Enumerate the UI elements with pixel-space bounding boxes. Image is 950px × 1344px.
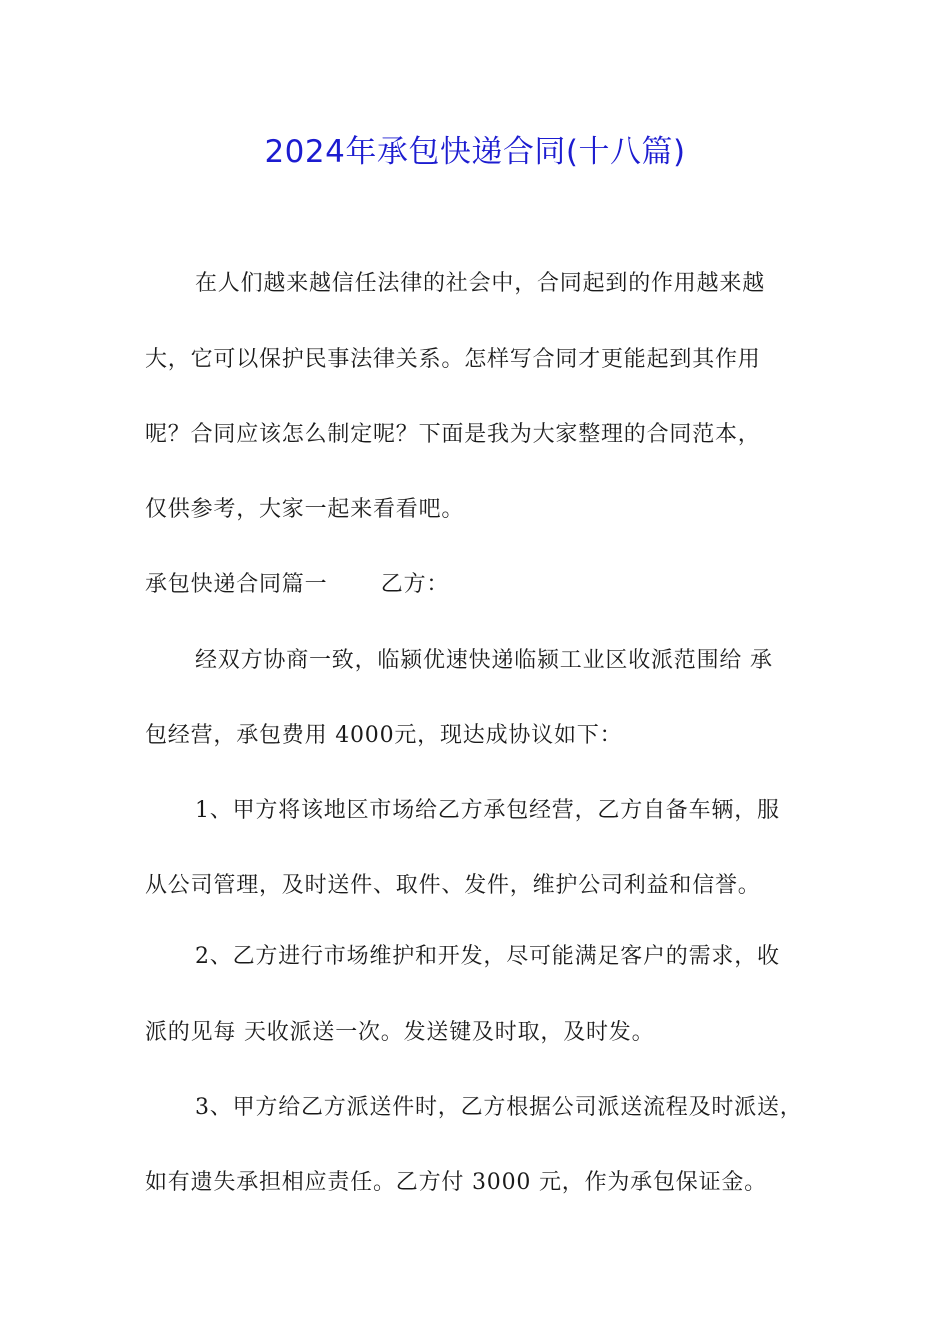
item1-line-2: 从公司管理，及时送件、取件、发件，维护公司利益和信誉。 xyxy=(145,873,761,898)
para1-line-2: 包经营，承包费用 4000元，现达成协议如下： xyxy=(145,723,623,748)
intro-line-1: 在人们越来越信任法律的社会中，合同起到的作用越来越 xyxy=(195,271,766,296)
para1-line-1: 经双方协商一致，临颍优速快递临颍工业区收派范围给 承 xyxy=(195,648,773,673)
item1-line-1: 1、甲方将该地区市场给乙方承包经营，乙方自备车辆，服 xyxy=(195,798,780,823)
intro-line-2: 大，它可以保护民事法律关系。怎样写合同才更能起到其作用 xyxy=(145,347,761,372)
item2-line-2: 派的见每 天收派送一次。发送键及时取，及时发。 xyxy=(145,1020,655,1045)
intro-line-3: 呢？合同应该怎么制定呢？下面是我为大家整理的合同范本， xyxy=(145,422,761,447)
item2-line-1: 2、乙方进行市场维护和开发，尽可能满足客户的需求，收 xyxy=(195,944,780,969)
intro-line-4: 仅供参考，大家一起来看看吧。 xyxy=(145,497,465,522)
item3-line-1: 3、甲方给乙方派送件时，乙方根据公司派送流程及时派送， xyxy=(195,1095,803,1120)
section-heading: 承包快递合同篇一 乙方： xyxy=(145,572,450,597)
item3-line-2: 如有遗失承担相应责任。乙方付 3000 元，作为承包保证金。 xyxy=(145,1170,767,1195)
document-title: 2024年承包快递合同(十八篇) xyxy=(264,134,686,170)
